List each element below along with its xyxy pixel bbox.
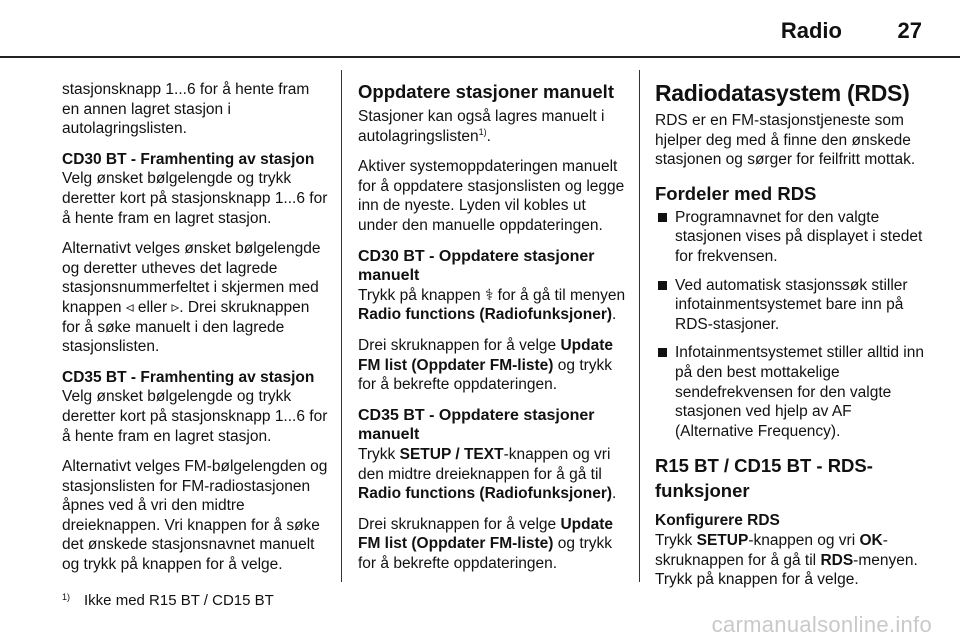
radio-button-icon: ⚕	[484, 286, 494, 304]
bullet-icon	[658, 348, 667, 357]
paragraph: stasjonsknapp 1...6 for å hente fram en annen lagret stasjon i autolagringslisten.	[62, 81, 310, 138]
paragraph: RDS er en FM-stasjonstjeneste som hjelper deg med å finne den ønskede stasjonen og sørger for feilfritt mottak.	[655, 112, 916, 169]
section-heading: Radiodatasystem (RDS)	[655, 80, 910, 106]
paragraph: Trykk SETUP-knappen og vri OK-skruknappen for å gå til RDS-menyen. Trykk på knappen for å velge.	[655, 531, 918, 589]
paragraph: Alternativt velges ønsket bølgelengde og deretter utheves det lagrede stasjonsnummerfeltet i skjermen med knappen ◃ eller ▹. Drei skruknappen for å søke manuelt i den lagrede stasjonslisten.	[62, 240, 321, 356]
column-divider	[639, 70, 640, 582]
page-number: 27	[897, 18, 922, 43]
footnote-text: Ikke med R15 BT / CD15 BT	[84, 592, 274, 609]
column-2	[358, 80, 626, 584]
footnote	[62, 592, 274, 609]
section-heading: CD35 BT - Framhenting av stasjon	[62, 368, 315, 386]
watermark: carmanualsonline.info	[711, 612, 932, 637]
header-divider	[0, 56, 960, 58]
footnote-ref: 1)	[478, 126, 487, 137]
sub-heading: Konfigurere RDS	[655, 512, 780, 530]
bullet-icon	[658, 281, 667, 290]
paragraph: Velg ønsket bølgelengde og trykk deretter kort på stasjonsknapp 1...6 for å hente fram en lagret stasjon.	[62, 388, 328, 445]
sub-heading: CD35 BT - Oppdatere stasjoner manuelt	[358, 406, 595, 444]
list-item: Ved automatisk stasjonssøk stiller infotainmentsystemet bare inn på RDS-stasjoner.	[655, 276, 927, 335]
paragraph: Alternativt velges FM-bølgelengden og stasjonslisten for FM-radiostasjonen åpnes ved å vri den midtre dreieknappen. Vri knappen for å søke det ønskede stasjonsnavnet manuelt og trykk på knappen for å velge.	[62, 458, 328, 574]
paragraph: Drei skruknappen for å velge Update FM list (Oppdater FM-liste) og trykk for å bekrefte oppdateringen.	[358, 515, 614, 572]
section-heading: CD30 BT - Framhenting av stasjon	[62, 150, 315, 168]
list-item: Infotainmentsystemet stiller alltid inn på den best mottakelige sendefrekvensen for den valgte stasjonen ved hjelp av AF (Alternative Frequency).	[655, 343, 927, 441]
sub-heading: Fordeler med RDS	[655, 182, 817, 204]
section-heading: Oppdatere stasjoner manuelt	[358, 81, 614, 102]
footnote-mark: 1)	[62, 592, 71, 602]
paragraph: Drei skruknappen for å velge Update FM list (Oppdater FM-liste) og trykk for å bekrefte oppdateringen.	[358, 336, 614, 394]
sub-heading: R15 BT / CD15 BT - RDS-funksjoner	[655, 455, 873, 502]
bullet-icon	[658, 213, 667, 222]
column-divider	[341, 70, 342, 582]
feature-list	[655, 208, 927, 442]
page-header	[0, 0, 960, 56]
paragraph: Velg ønsket bølgelengde og trykk deretter kort på stasjonsknapp 1...6 for å hente fram en lagret stasjon.	[62, 170, 328, 227]
column-1	[62, 80, 330, 586]
paragraph: Trykk SETUP / TEXT-knappen og vri den midtre dreieknappen for å gå til Radio functions (Radiofunksjoner).	[358, 445, 617, 503]
paragraph: Aktiver systemoppdateringen manuelt for å oppdatere stasjonslisten og legge inn de nyeste. Lyden vil kobles ut under den manuelle oppdateringen.	[358, 158, 625, 234]
paragraph: Trykk på knappen ⚕ for å gå til menyen Radio functions (Radiofunksjoner).	[358, 286, 626, 324]
sub-heading: CD30 BT - Oppdatere stasjoner manuelt	[358, 247, 595, 285]
paragraph: Stasjoner kan også lagres manuelt i autolagringslisten$^{1)}$.	[358, 108, 605, 145]
page-title: Radio	[780, 18, 842, 43]
column-3	[655, 80, 927, 601]
list-item: Programnavnet for den valgte stasjonen vises på displayet i stedet for frekvensen.	[655, 208, 927, 267]
